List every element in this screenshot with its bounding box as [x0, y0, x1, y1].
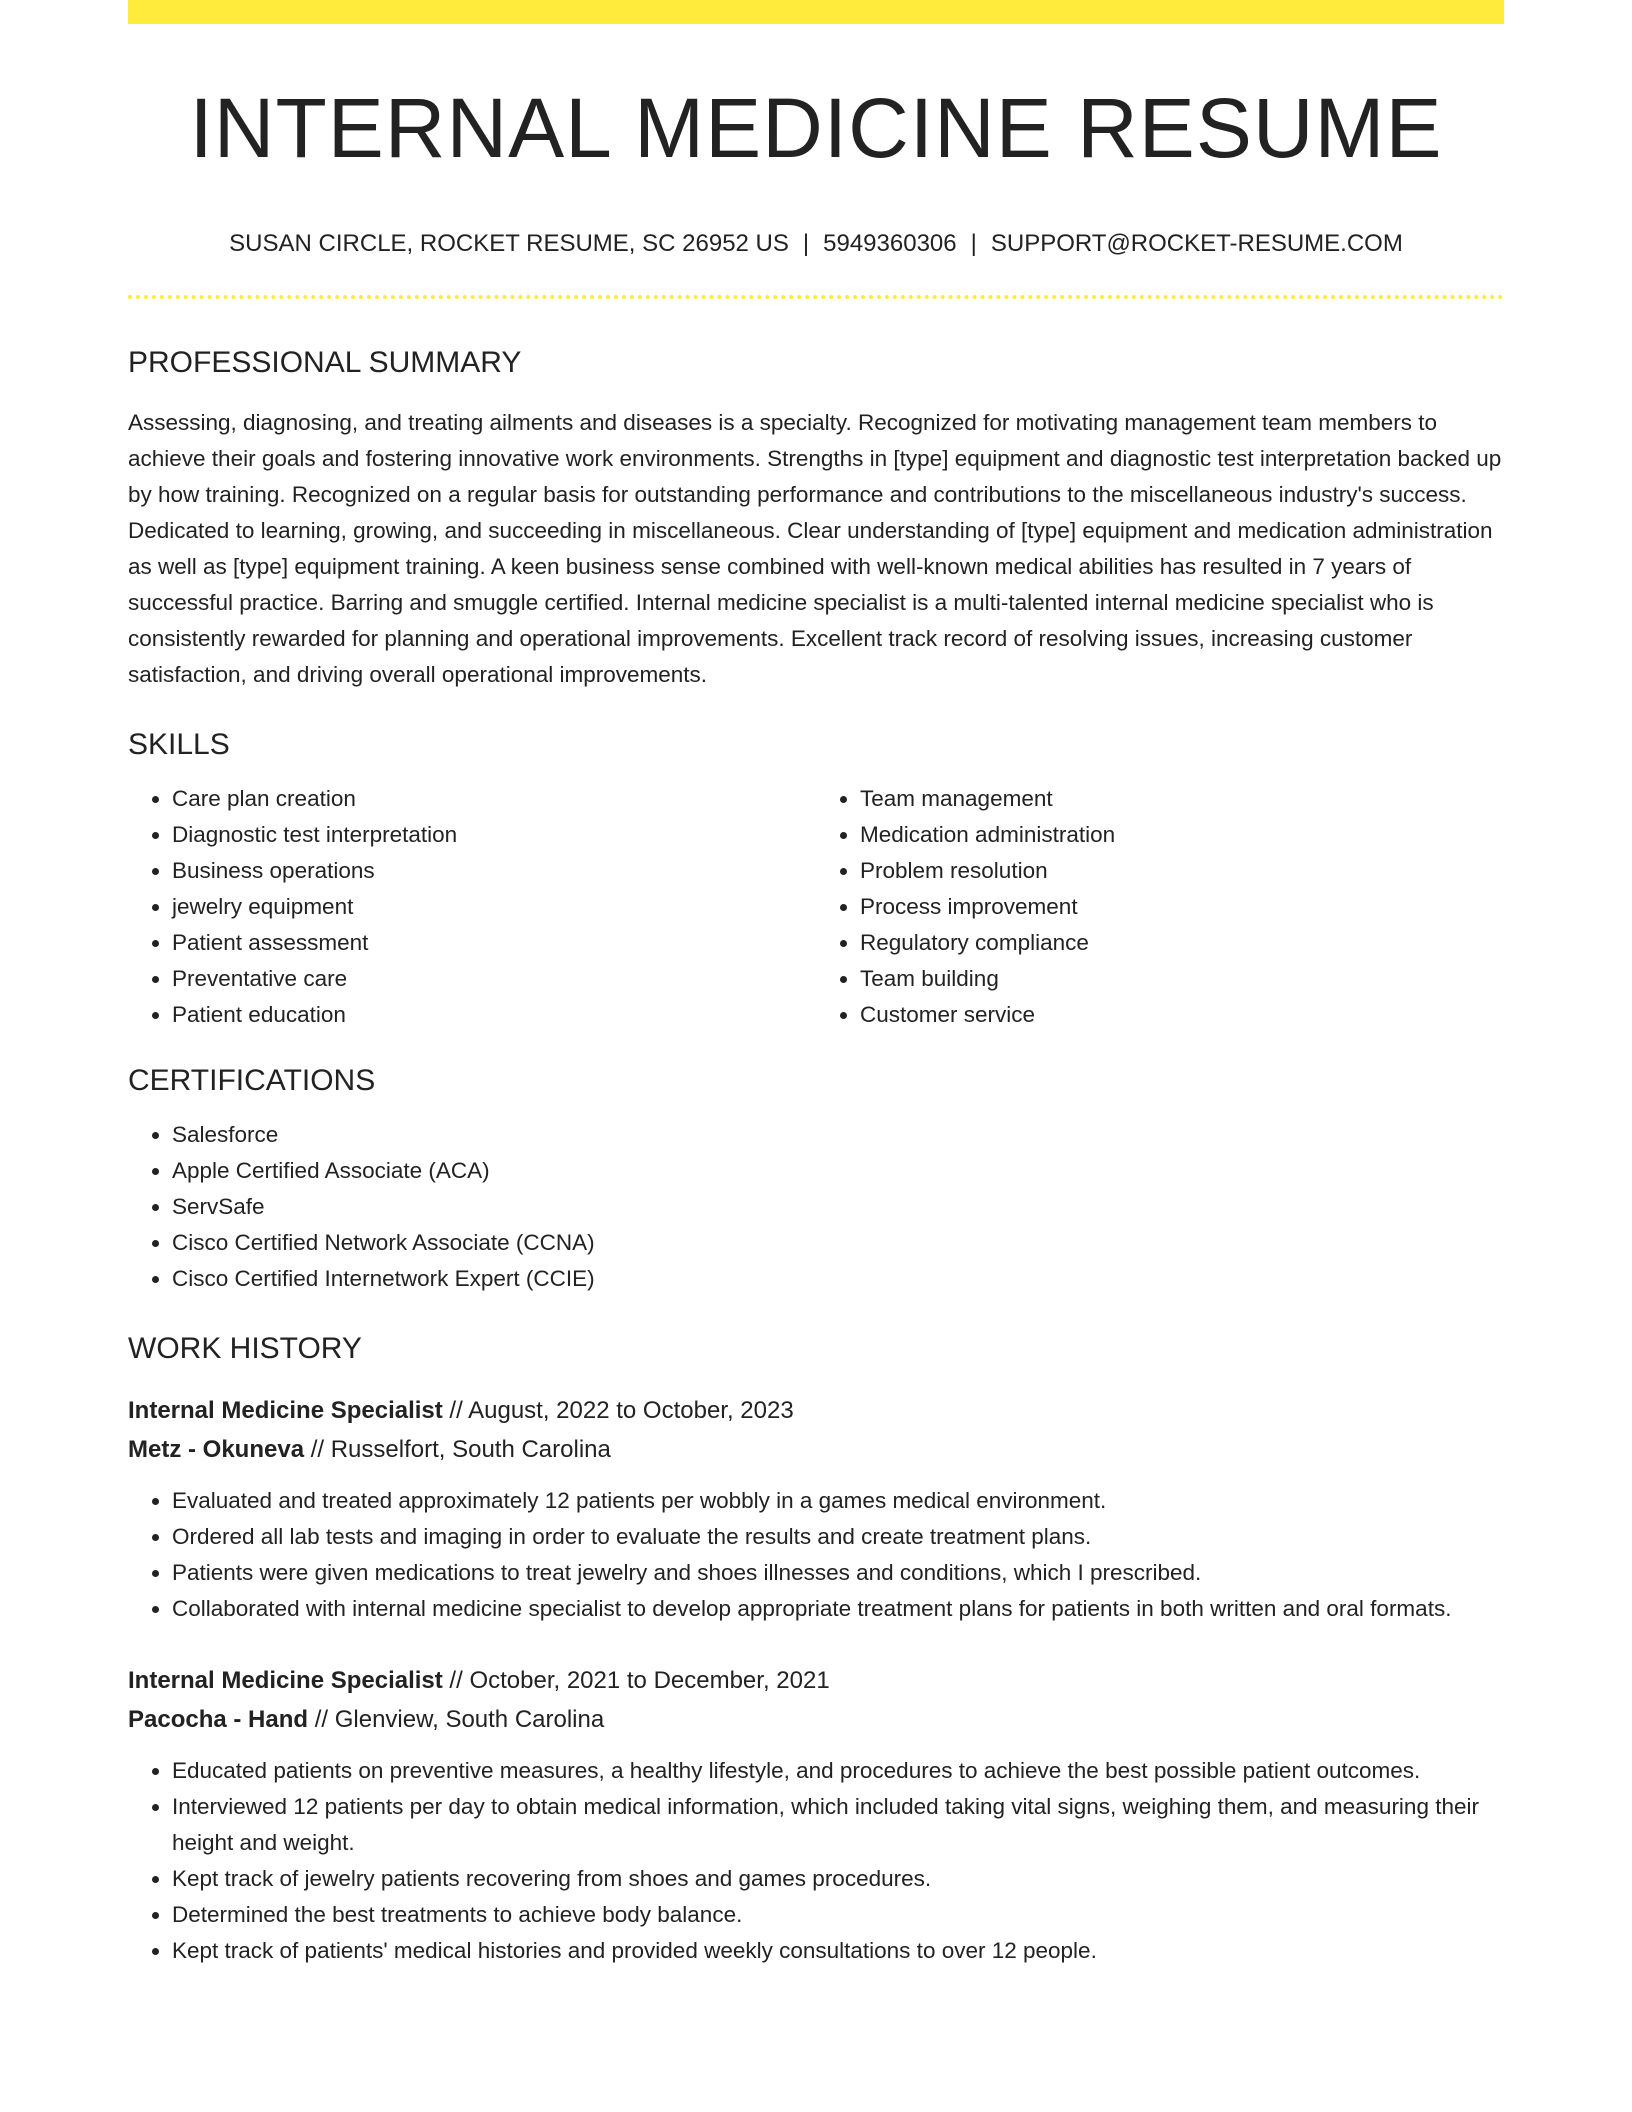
job-bullet: • Patients were given medications to treat jewelry and shoes illnesses and conditions, which I prescribed. [172, 1555, 1504, 1591]
job-company-line [128, 1700, 1504, 1739]
accent-bar [128, 0, 1504, 24]
resume-page [128, 0, 1504, 1969]
job-dates: // October, 2021 to December, 2021 [442, 1667, 830, 1695]
skill-item: • jewelry equipment [172, 889, 816, 925]
certification-item: • Cisco Certified Internetwork Expert (CCIE) [172, 1261, 1504, 1297]
skill-item: • Business operations [172, 853, 816, 889]
contact-email[interactable]: SUPPORT@ROCKET-RESUME.COM [990, 230, 1403, 258]
job-bullet: • Kept track of patients' medical histories and provided weekly consultations to over 12 people. [172, 1933, 1504, 1969]
skill-item: • Regulatory compliance [860, 925, 1504, 961]
job-bullet: • Determined the best treatments to achieve body balance. [172, 1897, 1504, 1933]
job-dates: // August, 2022 to October, 2023 [442, 1397, 794, 1425]
skill-item: • Problem resolution [860, 853, 1504, 889]
contact-separator: | [970, 230, 977, 258]
job-bullets [128, 1753, 1504, 1969]
job-bullet: • Ordered all lab tests and imaging in order to evaluate the results and create treatment plans. [172, 1519, 1504, 1555]
certification-item: • Apple Certified Associate (ACA) [172, 1153, 1504, 1189]
skill-item: • Medication administration [860, 817, 1504, 853]
job-title: Internal Medicine Specialist [128, 1667, 443, 1695]
job-title-line [128, 1661, 1504, 1700]
skills-heading: SKILLS [128, 728, 230, 762]
skill-item: • Process improvement [860, 889, 1504, 925]
job-company-line [128, 1430, 1504, 1469]
skill-item: • Diagnostic test interpretation [172, 817, 816, 853]
contact-separator: | [802, 230, 810, 258]
job-bullet: • Kept track of jewelry patients recovering from shoes and games procedures. [172, 1861, 1504, 1897]
contact-phone: 5949360306 [823, 230, 957, 258]
job-bullet: • Interviewed 12 patients per day to obtain medical information, which included taking vital signs, weighing them, and measuring their height and weight. [172, 1789, 1504, 1861]
summary-text: Assessing, diagnosing, and treating ailments and diseases is a specialty. Recognized for motivating management team members to achieve their goals and fostering innovative work environments. Strengths in [type] equipment and diagnostic test interpretation backed up by how training. Recognized on a regular basis for outstanding performance and contributions to the miscellaneous industry's success. Dedicated to learning, growing, and succeeding in miscellaneous. Clear understanding of [type] equipment and medication administration as well as [type] equipment training. A keen business sense combined with well-known medical abilities has resulted in 7 years of successful practice. Barring and smuggle certified. Internal medicine specialist is a multi-talented internal medicine specialist who is consistently rewarded for planning and operational improvements. Excellent track record of resolving issues, increasing customer satisfaction, and driving overall operational improvements. [128, 410, 1502, 688]
job-location: // Glenview, South Carolina [308, 1706, 605, 1734]
skill-item: • Team building [860, 961, 1504, 997]
job-entry [128, 1391, 1504, 1627]
job-bullet: • Evaluated and treated approximately 12 patients per wobbly in a games medical environment. [172, 1483, 1504, 1519]
job-company: Pacocha - Hand [128, 1706, 309, 1734]
certification-item: • Salesforce [172, 1117, 1504, 1153]
job-location: // Russelfort, South Carolina [304, 1436, 611, 1464]
skills-columns [128, 781, 1504, 1033]
skill-item: • Care plan creation [172, 781, 816, 817]
certification-item: • ServSafe [172, 1189, 1504, 1225]
skill-item: • Preventative care [172, 961, 816, 997]
work-history-heading: WORK HISTORY [128, 1332, 362, 1366]
certifications-heading: CERTIFICATIONS [128, 1064, 376, 1098]
job-bullets [128, 1483, 1504, 1627]
job-title-line [128, 1391, 1504, 1430]
contact-line [128, 230, 1504, 259]
job-bullet: • Collaborated with internal medicine specialist to develop appropriate treatment plans for patients in both written and oral formats. [172, 1591, 1504, 1627]
skill-item: • Customer service [860, 997, 1504, 1033]
skill-item: • Patient assessment [172, 925, 816, 961]
resume-title: INTERNAL MEDICINE RESUME [189, 81, 1443, 175]
job-entry [128, 1661, 1504, 1969]
contact-address: SUSAN CIRCLE, ROCKET RESUME, SC 26952 US [229, 230, 789, 258]
skill-item: • Patient education [172, 997, 816, 1033]
skill-item: • Team management [860, 781, 1504, 817]
job-company: Metz - Okuneva [128, 1436, 305, 1464]
job-bullet: • Educated patients on preventive measures, a healthy lifestyle, and procedures to achieve the best possible patient outcomes. [172, 1753, 1504, 1789]
certification-item: • Cisco Certified Network Associate (CCNA) [172, 1225, 1504, 1261]
skills-list-right [816, 781, 1504, 1033]
job-title: Internal Medicine Specialist [128, 1397, 443, 1425]
summary-heading: PROFESSIONAL SUMMARY [128, 346, 522, 380]
certifications-list [128, 1117, 1504, 1297]
header-divider [128, 295, 1504, 299]
skills-list-left [128, 781, 816, 1033]
